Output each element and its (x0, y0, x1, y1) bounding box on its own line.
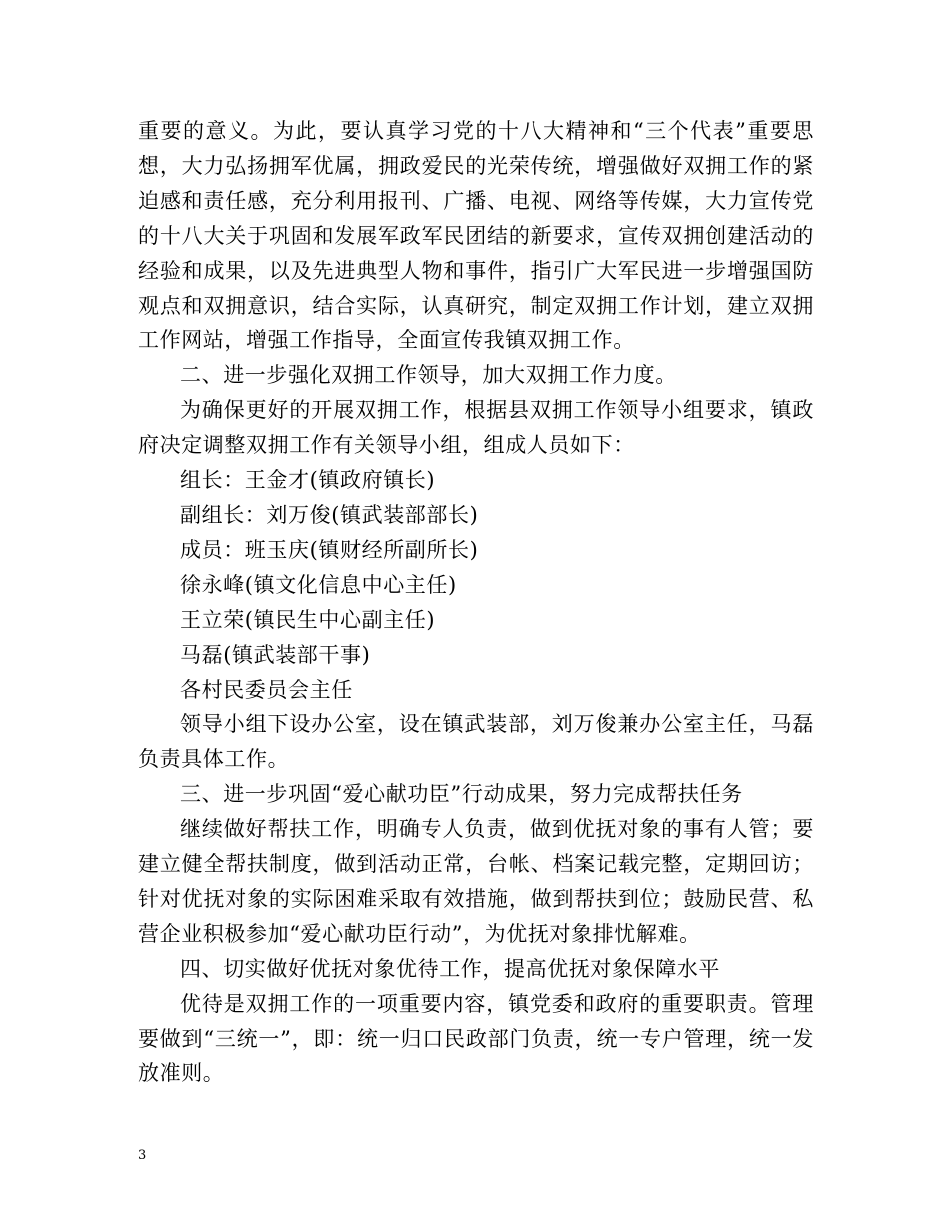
member-line: 王立荣(镇民生中心副主任) (180, 607, 436, 632)
member-line: 徐永峰(镇文化信息中心主任) (180, 572, 457, 597)
paragraph: 优待是双拥工作的一项重要内容，镇党委和政府的重要职责。管理要做到“三统一”，即：统一归口民政部门负责，统一专户管理，统一发放准则。 (138, 991, 814, 1086)
paragraph: 重要的意义。为此，要认真学习党的十八大精神和“三个代表”重要思想，大力弘扬拥军优属，拥政爱民的光荣传统，增强做好双拥工作的紧迫感和责任感，充分利用报刊、广播、电视、网络等传媒，大力宣传党的十八大关于巩固和发展军政军民团结的新要求，宣传双拥创建活动的经验和成果，以及先进典型人物和事件，指引广大军民进一步增强国防观点和双拥意识，结合实际，认真研究，制定双拥工作计划，建立双拥工作网站，增强工作指导，全面宣传我镇双拥工作。 (138, 119, 814, 353)
page-number: 3 (138, 1148, 147, 1163)
paragraph: 为确保更好的开展双拥工作，根据县双拥工作领导小组要求，镇政府决定调整双拥工作有关领导小组，组成人员如下： (138, 398, 814, 458)
section-heading: 二、进一步强化双拥工作领导，加大双拥工作力度。 (180, 363, 677, 388)
member-line: 马磊(镇武装部干事) (180, 642, 371, 667)
document-body (138, 114, 814, 1091)
member-line: 各村民委员会主任 (180, 677, 353, 702)
member-line: 成员：班玉庆(镇财经所副所长) (180, 537, 479, 562)
member-line: 副组长：刘万俊(镇武装部部长) (180, 502, 479, 527)
paragraph: 领导小组下设办公室，设在镇武装部，刘万俊兼办公室主任，马磊负责具体工作。 (138, 712, 814, 772)
paragraph: 继续做好帮扶工作，明确专人负责，做到优抚对象的事有人管；要建立健全帮扶制度，做到活动正常，台帐、档案记载完整，定期回访；针对优抚对象的实际困难采取有效措施，做到帮扶到位；鼓励民营、私营企业积极参加“爱心献功臣行动”，为优抚对象排忧解难。 (138, 817, 814, 946)
section-heading: 四、切实做好优抚对象优待工作，提高优抚对象保障水平 (180, 956, 720, 981)
member-line: 组长：王金才(镇政府镇长) (180, 468, 436, 493)
section-heading: 三、进一步巩固“爱心献功臣”行动成果，努力完成帮扶任务 (180, 782, 743, 807)
